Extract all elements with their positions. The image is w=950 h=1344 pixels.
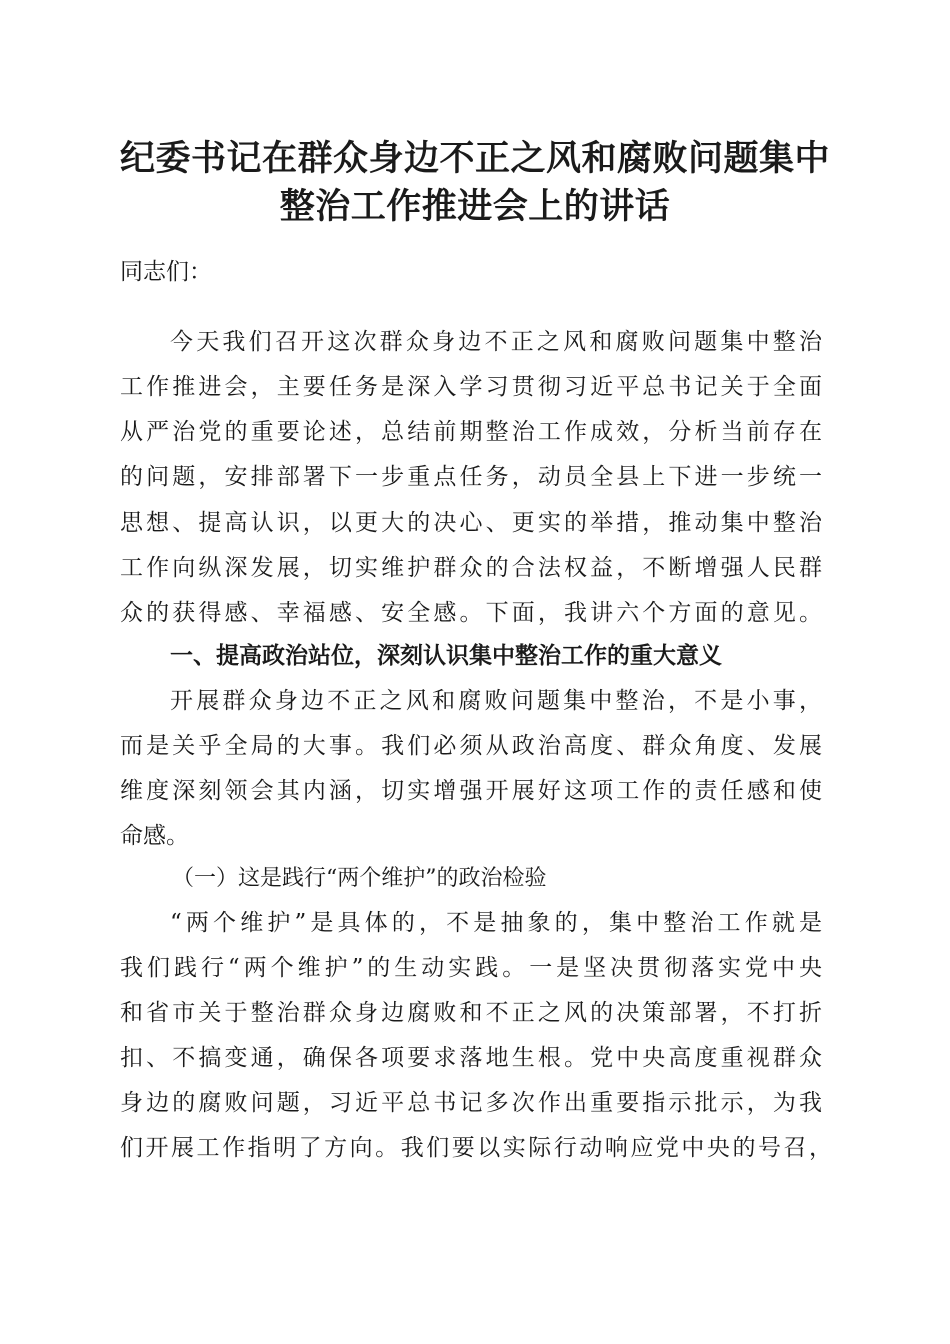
intro-line-2: 工作推进会，主要任务是深入学习贯彻习近平总书记关于全面 <box>120 374 822 400</box>
intro-line-7: 众的获得感、幸福感、安全感。下面，我讲六个方面的意见。 <box>120 600 822 626</box>
section-1-line-3: 维度深刻领会其内涵，切实增强开展好这项工作的责任感和使 <box>120 778 822 804</box>
intro-line-6: 工作向纵深发展，切实维护群众的合法权益，不断增强人民群 <box>120 555 822 581</box>
document-title-line-1: 纪委书记在群众身边不正之风和腐败问题集中 <box>119 138 830 179</box>
subsection-1-line-1: “两个维护”是具体的，不是抽象的，集中整治工作就是 <box>170 910 822 936</box>
subsection-1-line-4: 扣、不搞变通，确保各项要求落地生根。党中央高度重视群众 <box>120 1045 822 1071</box>
subsection-1-line-3: 和省市关于整治群众身边腐败和不正之风的决策部署，不打折 <box>120 1000 822 1026</box>
section-1-line-2: 而是关乎全局的大事。我们必须从政治高度、群众角度、发展 <box>120 733 822 759</box>
intro-line-3: 从严治党的重要论述，总结前期整治工作成效，分析当前存在 <box>120 419 822 445</box>
intro-line-1: 今天我们召开这次群众身边不正之风和腐败问题集中整治 <box>170 329 822 355</box>
subsection-1-line-6: 们开展工作指明了方向。我们要以实际行动响应党中央的号召， <box>120 1135 832 1161</box>
intro-line-5: 思想、提高认识，以更大的决心、更实的举措，推动集中整治 <box>120 510 822 536</box>
section-1-line-4: 命感。 <box>120 823 189 849</box>
document-title-line-2: 整治工作推进会上的讲话 <box>279 186 671 227</box>
intro-line-4: 的问题，安排部署下一步重点任务，动员全县上下进一步统一 <box>120 464 822 490</box>
section-1-heading: 一、提高政治站位，深刻认识集中整治工作的重大意义 <box>170 643 722 669</box>
salutation: 同志们： <box>120 259 212 285</box>
subsection-1-line-5: 身边的腐败问题，习近平总书记多次作出重要指示批示，为我 <box>120 1090 822 1116</box>
subsection-1-line-2: 我们践行“两个维护”的生动实践。一是坚决贯彻落实党中央 <box>120 955 822 981</box>
subsection-1-heading: （一）这是践行“两个维护”的政治检验 <box>172 866 547 891</box>
section-1-line-1: 开展群众身边不正之风和腐败问题集中整治，不是小事， <box>170 688 822 714</box>
